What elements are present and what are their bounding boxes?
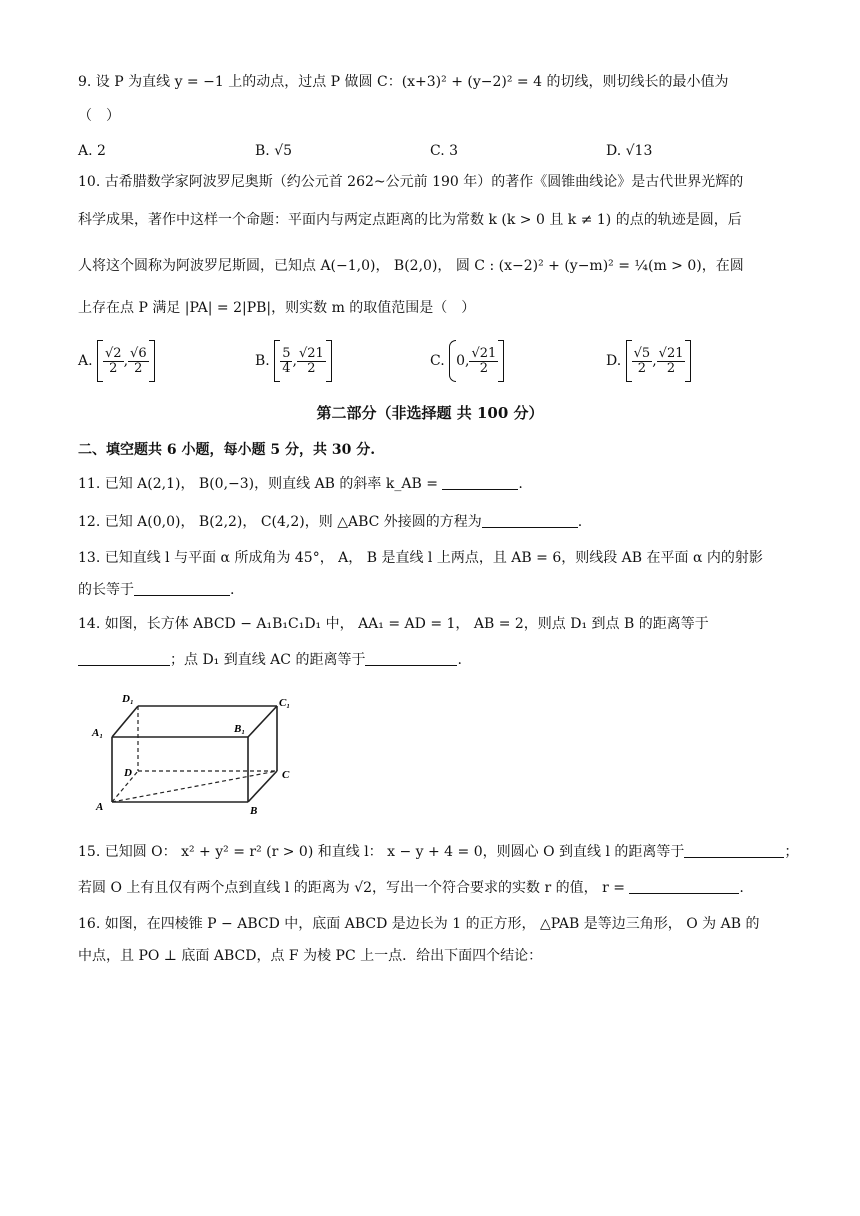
q9-option-d: D. √13 bbox=[606, 143, 653, 159]
q14-line-2: ；点 D₁ 到直线 AC 的距离等于 . bbox=[78, 650, 462, 670]
q16-line-1: 16. 如图，在四棱锥 P − ABCD 中，底面 ABCD 是边长为 1 的正方形， △PAB 是等边三角形， O 为 AB 的 bbox=[78, 916, 760, 932]
q10-line-1: 10. 古希腊数学家阿波罗尼奥斯（约公元首 262~公元前 190 年）的著作《圆锥曲线论》是古代世界光辉的 bbox=[78, 174, 744, 190]
label-b: B bbox=[250, 805, 258, 817]
q15-line-1: 15. 已知圆 O： x² + y² = r² (r > 0) 和直线 l： x − y + 4 = 0，则圆心 O 到直线 l 的距离等于 ； bbox=[78, 844, 799, 860]
q14-line-1: 14. 如图，长方体 ABCD − A₁B₁C₁D₁ 中， AA₁ = AD = 1， AB = 2，则点 D₁ 到点 B 的距离等于 bbox=[78, 616, 709, 632]
q13-line-1: 13. 已知直线 l 与平面 α 所成角为 45°， A， B 是直线 l 上两点，且 AB = 6，则线段 AB 在平面 α 内的射影 bbox=[78, 550, 763, 566]
q10-option-d: D. $\frac{√5}{2}$ , $\frac{√21}{2}$ bbox=[606, 340, 691, 382]
q9-option-c: C. 3 bbox=[430, 143, 459, 159]
q14-blank-2[interactable] bbox=[365, 651, 457, 666]
label-c1: C₁ bbox=[279, 697, 291, 709]
q15-line-2: 若圆 O 上有且仅有两个点到直线 l 的距离为 √2，写出一个符合要求的实数 r 的值， r = . bbox=[78, 880, 744, 896]
q15-blank-1[interactable] bbox=[684, 843, 784, 858]
q15-blank-2[interactable] bbox=[629, 879, 739, 894]
label-c: C bbox=[282, 769, 290, 781]
cuboid-figure bbox=[90, 688, 300, 818]
q10-option-b: B. $\frac{5}{4}$ , $\frac{√21}{2}$ bbox=[255, 340, 332, 382]
q16-line-2: 中点，且 PO ⊥ 底面 ABCD，点 F 为棱 PC 上一点．给出下面四个结论： bbox=[78, 948, 543, 964]
q10-line-2: 科学成果，著作中这样一个命题：平面内与两定点距离的比为常数 k (k > 0 且 k ≠ 1) 的点的轨迹是圆，后 bbox=[78, 212, 742, 228]
q10-option-a: A. $\frac{√2}{2}$ , $\frac{√6}{2}$ bbox=[78, 340, 155, 382]
q12-line: 12. 已知 A(0,0)， B(2,2)， C(4,2)，则 △ABC 外接圆的方程为 . bbox=[78, 514, 583, 530]
q13-blank[interactable] bbox=[134, 581, 230, 596]
q10-line-3: 人将这个圆称为阿波罗尼斯圆，已知点 A(−1,0)， B(2,0)， 圆 C : (x−2)² + (y−m)² = ¼(m > 0)，在圆 bbox=[78, 258, 744, 274]
label-b1: B₁ bbox=[234, 723, 246, 735]
q10-option-c: C. 0, $\frac{√21}{2}$ bbox=[430, 340, 504, 382]
q9-stem: 9. 设 P 为直线 y = −1 上的动点，过点 P 做圆 C：(x+3)² + (y−2)² = 4 的切线，则切线长的最小值为 bbox=[78, 74, 729, 90]
q12-blank[interactable] bbox=[482, 513, 578, 528]
q14-blank-1[interactable] bbox=[78, 651, 170, 666]
section-two-heading: 二、填空题共 6 小题，每小题 5 分，共 30 分. bbox=[78, 442, 376, 458]
q13-line-2: 的长等于 . bbox=[78, 582, 235, 598]
q9-paren: （ ） bbox=[78, 108, 120, 124]
label-a: A bbox=[96, 801, 104, 813]
label-d: D bbox=[124, 767, 132, 779]
q9-option-a: A. 2 bbox=[78, 143, 106, 159]
q9-option-b: B. √5 bbox=[255, 143, 293, 159]
part-two-heading: 第二部分（非选择题 共 100 分） bbox=[316, 404, 544, 422]
label-d1: D₁ bbox=[122, 693, 134, 705]
label-a1: A₁ bbox=[92, 727, 104, 739]
q10-line-4: 上存在点 P 满足 |PA| = 2|PB|，则实数 m 的取值范围是（ ） bbox=[78, 300, 476, 316]
q11-blank[interactable] bbox=[442, 475, 518, 490]
q11-line: 11. 已知 A(2,1)， B(0,−3)，则直线 AB 的斜率 k_AB = . bbox=[78, 476, 523, 492]
